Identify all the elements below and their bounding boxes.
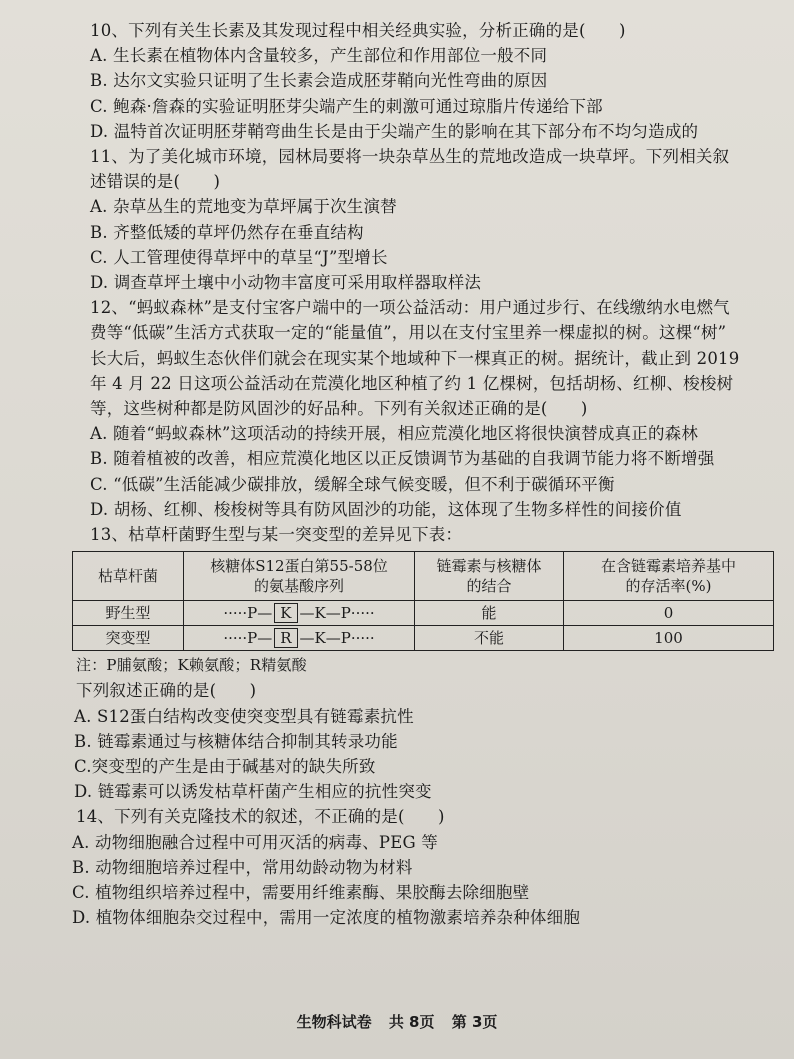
question-14: [72, 804, 754, 930]
seq-suffix: —K—P·····: [299, 604, 375, 623]
cell-binding: 不能: [415, 626, 564, 651]
footer-page-number: 第 3页: [451, 1013, 498, 1031]
header-sequence-line2: 的氨基酸序列: [253, 577, 344, 596]
question-stem: 14、下列有关克隆技术的叙述，不正确的是( ): [76, 807, 445, 827]
comparison-table: [72, 551, 774, 651]
question-10: [90, 18, 754, 144]
header-binding-line1: 链霉素与核糖体: [436, 557, 542, 576]
seq-prefix: ·····P—: [223, 629, 273, 648]
cell-survival: 100: [564, 626, 774, 651]
question-stem-cont: 费等“低碳”生活方式获取一定的“能量值”，用以在支付宝里养一棵虚拟的树。这棵“树”: [90, 323, 727, 343]
cell-sequence: [184, 601, 415, 626]
option-d: D. 调查草坪土壤中小动物丰富度可采用取样器取样法: [90, 273, 482, 293]
footer-subject: 生物科试卷: [296, 1013, 372, 1031]
seq-boxed-residue: K: [274, 603, 297, 623]
question-stem-cont: 长大后，蚂蚁生态伙伴们就会在现实某个地域种下一棵真正的树。据统计，截止到 2019: [90, 348, 740, 368]
question-stem: 11、为了美化城市环境，园林局要将一块杂草丛生的荒地改造成一块草坪。下列相关叙: [90, 147, 730, 167]
question-12: [90, 295, 754, 522]
option-a: A. S12蛋白结构改变使突变型具有链霉素抗性: [74, 706, 414, 726]
option-a: A. 杂草丛生的荒地变为草坪属于次生演替: [90, 197, 397, 217]
question-stem: 10、下列有关生长素及其发现过程中相关经典实验，分析正确的是( ): [90, 21, 626, 40]
cell-survival: 0: [564, 601, 774, 626]
option-a: A. 随着“蚂蚁森林”这项活动的持续开展，相应荒漠化地区将很快演替成真正的森林: [90, 424, 699, 444]
question-stem-cont: 下列叙述正确的是( ): [76, 681, 257, 701]
option-c: C. “低碳”生活能减少碳排放，缓解全球气候变暖，但不利于碳循环平衡: [90, 474, 615, 494]
header-survival-line2: 的存活率(%): [625, 577, 712, 596]
option-c: C.突变型的产生是由于碱基对的缺失所致: [74, 757, 376, 777]
question-stem: 13、枯草杆菌野生型与某一突变型的差异见下表：: [90, 525, 463, 545]
seq-boxed-residue: R: [274, 628, 297, 648]
option-c: C. 植物组织培养过程中，需要用纤维素酶、果胶酶去除细胞壁: [72, 883, 530, 903]
option-d: D. 胡杨、红柳、梭梭树等具有防风固沙的功能，这体现了生物多样性的间接价值: [90, 499, 682, 519]
table-note: 注：P脯氨酸；K赖氨酸；R精氨酸: [76, 656, 307, 675]
cell-binding: 能: [415, 601, 564, 626]
option-b: B. 链霉素通过与核糖体结合抑制其转录功能: [74, 731, 398, 751]
header-sequence-line1: 核糖体S12蛋白第55-58位: [210, 557, 388, 576]
option-d: D. 植物体细胞杂交过程中，需用一定浓度的植物激素培养杂种体细胞: [72, 908, 581, 928]
table-header-row: [73, 552, 774, 601]
option-a: A. 生长素在植物体内含量较多，产生部位和作用部位一般不同: [90, 46, 548, 66]
table-row: [73, 601, 774, 626]
header-survival-line1: 在含链霉素培养基中: [600, 557, 736, 576]
cell-sequence: [184, 626, 415, 651]
header-strain: 枯草杆菌: [73, 552, 184, 601]
seq-prefix: ·····P—: [223, 604, 273, 623]
option-b: B. 动物细胞培养过程中，常用幼龄动物为材料: [72, 857, 413, 877]
table-row: [73, 626, 774, 651]
header-binding: [415, 552, 564, 601]
option-b: B. 齐整低矮的草坪仍然存在垂直结构: [90, 222, 364, 242]
option-c: C. 人工管理使得草坪中的草呈“J”型增长: [90, 247, 388, 267]
header-survival: [564, 552, 774, 601]
header-sequence: [184, 552, 415, 601]
header-binding-line2: 的结合: [466, 577, 512, 596]
question-stem-cont: 等，这些树种都是防风固沙的好品种。下列有关叙述正确的是( ): [90, 399, 588, 419]
question-11: [90, 144, 754, 295]
footer-total-pages: 共 8页: [388, 1013, 435, 1031]
option-b: B. 达尔文实验只证明了生长素会造成胚芽鞘向光性弯曲的原因: [90, 71, 548, 91]
option-d: D. 温特首次证明胚芽鞘弯曲生长是由于尖端产生的影响在其下部分布不均匀造成的: [90, 121, 699, 141]
page-footer: [0, 1011, 794, 1032]
question-stem: 12、“蚂蚁森林”是支付宝客户端中的一项公益活动：用户通过步行、在线缴纳水电燃气: [90, 298, 730, 318]
option-b: B. 随着植被的改善，相应荒漠化地区以正反馈调节为基础的自我调节能力将不断增强: [90, 449, 715, 469]
question-stem-cont: 述错误的是( ): [90, 172, 221, 192]
cell-strain: 野生型: [73, 601, 184, 626]
seq-suffix: —K—P·····: [299, 629, 375, 648]
option-d: D. 链霉素可以诱发枯草杆菌产生相应的抗性突变: [74, 782, 432, 802]
cell-strain: 突变型: [73, 626, 184, 651]
question-stem-cont: 年 4 月 22 日这项公益活动在荒漠化地区种植了约 1 亿棵树，包括胡杨、红柳、梭梭树: [90, 373, 734, 393]
question-13: [74, 522, 754, 804]
option-a: A. 动物细胞融合过程中可用灭活的病毒、PEG 等: [72, 832, 438, 852]
option-c: C. 鲍森·詹森的实验证明胚芽尖端产生的刺激可通过琼脂片传递给下部: [90, 96, 603, 116]
